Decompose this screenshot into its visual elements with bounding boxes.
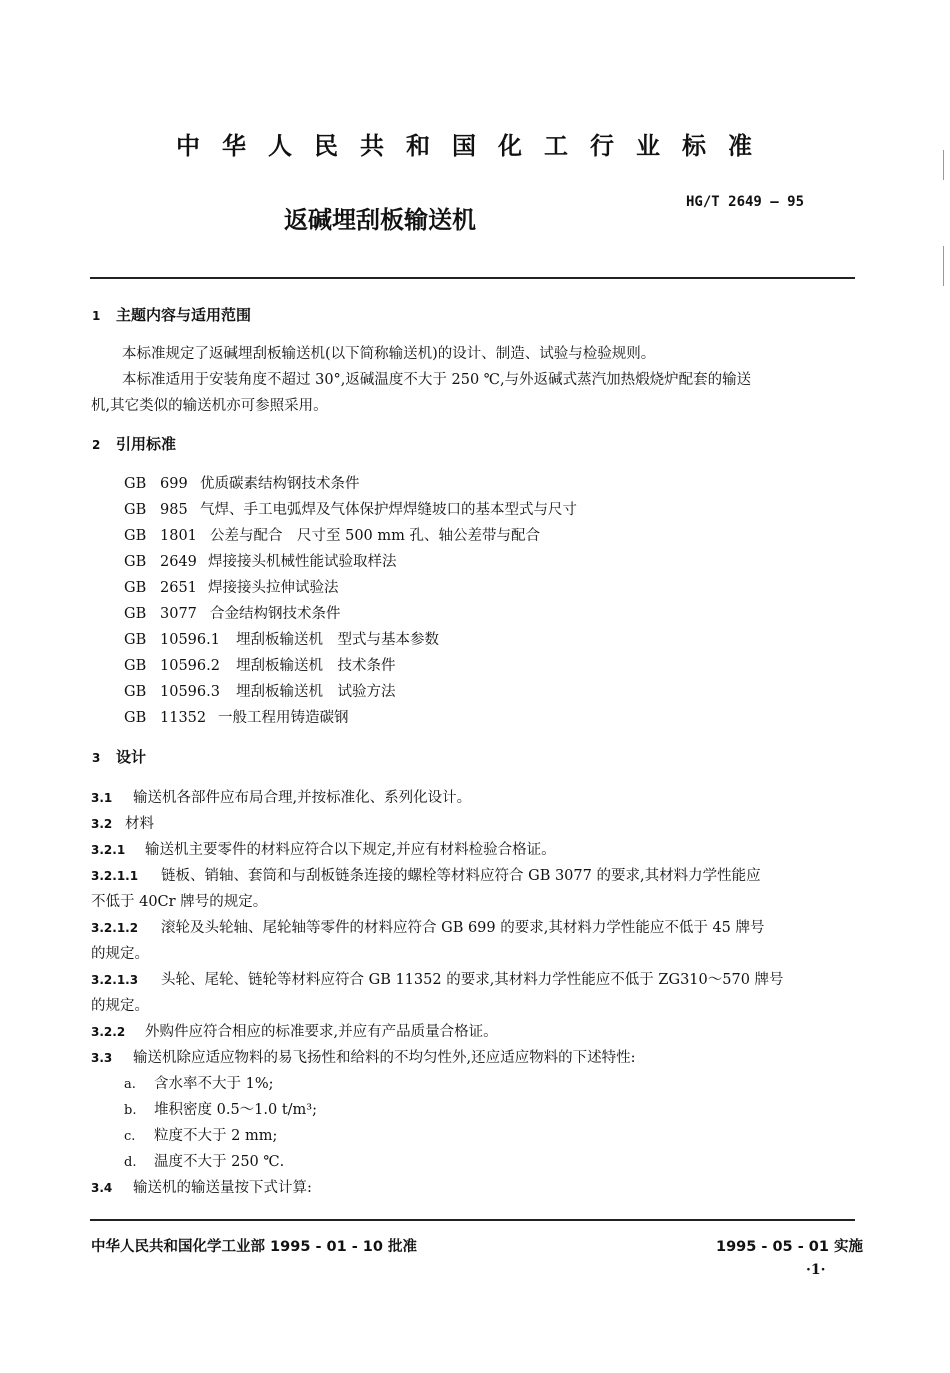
clause-text: 输送机主要零件的材料应符合以下规定,并应有材料检验合格证。 <box>145 842 556 858</box>
ref-prefix: GB <box>124 528 147 544</box>
ref-prefix: GB <box>124 684 147 700</box>
ref-title: 合金结构钢技术条件 <box>210 606 341 622</box>
reference-item <box>124 524 540 545</box>
list-text: 粒度不大于 2 mm; <box>154 1128 278 1144</box>
section-title: 设计 <box>116 748 147 766</box>
ref-number: 2649 <box>160 554 197 570</box>
section-number: 3 <box>92 751 101 765</box>
list-marker: d. <box>124 1155 137 1170</box>
ref-title: 一般工程用铸造碳钢 <box>218 710 349 726</box>
paragraph: 本标准规定了返碱埋刮板输送机(以下简称输送机)的设计、制造、试验与检验规则。 <box>122 346 656 362</box>
reference-item <box>124 680 396 701</box>
clause-text: 输送机的输送量按下式计算: <box>133 1180 312 1196</box>
clause-number: 3.3 <box>91 1051 113 1065</box>
list-item <box>124 1124 277 1145</box>
clause-text: 输送机各部件应布局合理,并按标准化、系列化设计。 <box>133 790 472 806</box>
standard-title: 中华人民共和国化工行业标准 <box>176 132 774 160</box>
ref-title: 埋刮板输送机 试验方法 <box>236 684 396 700</box>
ref-prefix: GB <box>124 710 147 726</box>
list-text: 堆积密度 0.5～1.0 t/m³; <box>154 1102 317 1118</box>
header-rule <box>90 277 855 279</box>
reference-item <box>124 576 339 597</box>
ref-prefix: GB <box>124 476 147 492</box>
reference-item <box>124 602 341 623</box>
ref-prefix: GB <box>124 658 147 674</box>
clause-3-2-1 <box>91 838 556 859</box>
clause-number: 3.2 <box>91 817 113 831</box>
ref-title: 焊接接头机械性能试验取样法 <box>208 554 397 570</box>
list-text: 温度不大于 250 ℃. <box>154 1154 285 1170</box>
section-number: 2 <box>92 438 101 452</box>
ref-title: 焊接接头拉伸试验法 <box>208 580 339 596</box>
ref-title: 公差与配合 尺寸至 500 mm 孔、轴公差带与配合 <box>210 528 541 544</box>
ref-prefix: GB <box>124 554 147 570</box>
clause-3-2 <box>91 812 154 833</box>
list-item <box>124 1150 284 1171</box>
section-title: 主题内容与适用范围 <box>116 306 252 324</box>
clause-3-2-1-3 <box>91 968 784 989</box>
clause-text: 头轮、尾轮、链轮等材料应符合 GB 11352 的要求,其材料力学性能应不低于 ZG310～570 牌号 <box>161 972 784 988</box>
clause-text: 材料 <box>125 816 154 832</box>
ref-number: 985 <box>160 502 188 518</box>
reference-item <box>124 472 360 493</box>
clause-number: 3.1 <box>91 791 113 805</box>
clause-3-1 <box>91 786 471 807</box>
effective-date: 1995 - 05 - 01 实施 <box>716 1239 863 1255</box>
ref-title: 优质碳素结构钢技术条件 <box>200 476 360 492</box>
ref-prefix: GB <box>124 606 147 622</box>
page-number: ·1· <box>806 1262 826 1278</box>
paragraph: 本标准适用于安装角度不超过 30°,返碱温度不大于 250 ℃,与外返碱式蒸汽加热煅烧炉配套的输送 <box>122 372 752 388</box>
document-title: 返碱埋刮板输送机 <box>284 206 476 234</box>
ref-number: 3077 <box>160 606 197 622</box>
clause-number: 3.4 <box>91 1181 113 1195</box>
list-item <box>124 1098 317 1119</box>
ref-title: 埋刮板输送机 型式与基本参数 <box>236 632 439 648</box>
approval-note: 中华人民共和国化学工业部 1995 - 01 - 10 批准 <box>91 1239 418 1255</box>
list-text: 含水率不大于 1%; <box>154 1076 274 1092</box>
ref-prefix: GB <box>124 502 147 518</box>
ref-number: 10596.3 <box>160 684 220 700</box>
scan-edge-mark <box>943 150 944 180</box>
clause-continuation: 不低于 40Cr 牌号的规定。 <box>91 894 268 910</box>
ref-title: 埋刮板输送机 技术条件 <box>236 658 396 674</box>
clause-text: 输送机除应适应物料的易飞扬性和给料的不均匀性外,还应适应物料的下述特性: <box>133 1050 636 1066</box>
section-3-heading <box>92 746 146 767</box>
footer-rule <box>90 1219 855 1221</box>
section-number: 1 <box>92 309 101 323</box>
reference-item <box>124 498 577 519</box>
ref-title: 气焊、手工电弧焊及气体保护焊焊缝坡口的基本型式与尺寸 <box>200 502 577 518</box>
clause-3-4 <box>91 1176 312 1197</box>
ref-prefix: GB <box>124 632 147 648</box>
clause-text: 滚轮及头轮轴、尾轮轴等零件的材料应符合 GB 699 的要求,其材料力学性能应不低于 45 牌号 <box>161 920 765 936</box>
paragraph: 机,其它类似的输送机亦可参照采用。 <box>91 398 328 414</box>
reference-item <box>124 654 396 675</box>
clause-number: 3.2.1.3 <box>91 973 139 987</box>
ref-number: 1801 <box>160 528 197 544</box>
ref-number: 11352 <box>160 710 207 726</box>
ref-prefix: GB <box>124 580 147 596</box>
standard-code: HG/T 2649 — 95 <box>686 194 805 210</box>
clause-continuation: 的规定。 <box>91 946 149 962</box>
clause-text: 外购件应符合相应的标准要求,并应有产品质量合格证。 <box>145 1024 498 1040</box>
list-marker: b. <box>124 1103 137 1118</box>
clause-number: 3.2.1.1 <box>91 869 139 883</box>
clause-3-2-1-2 <box>91 916 765 937</box>
reference-item <box>124 706 349 727</box>
ref-number: 699 <box>160 476 188 492</box>
list-item <box>124 1072 274 1093</box>
reference-item <box>124 550 397 571</box>
clause-number: 3.2.1 <box>91 843 126 857</box>
clause-number: 3.2.2 <box>91 1025 126 1039</box>
ref-number: 2651 <box>160 580 197 596</box>
clause-3-3 <box>91 1046 636 1067</box>
scan-edge-mark <box>943 246 944 286</box>
section-2-heading <box>92 433 176 454</box>
list-marker: c. <box>124 1129 136 1144</box>
clause-continuation: 的规定。 <box>91 998 149 1014</box>
clause-text: 链板、销轴、套筒和与刮板链条连接的螺栓等材料应符合 GB 3077 的要求,其材料力学性能应 <box>161 868 761 884</box>
ref-number: 10596.2 <box>160 658 220 674</box>
clause-number: 3.2.1.2 <box>91 921 139 935</box>
clause-3-2-2 <box>91 1020 498 1041</box>
clause-3-2-1-1 <box>91 864 761 885</box>
section-title: 引用标准 <box>116 435 177 453</box>
ref-number: 10596.1 <box>160 632 220 648</box>
reference-item <box>124 628 439 649</box>
section-1-heading <box>92 304 251 325</box>
list-marker: a. <box>124 1077 136 1092</box>
